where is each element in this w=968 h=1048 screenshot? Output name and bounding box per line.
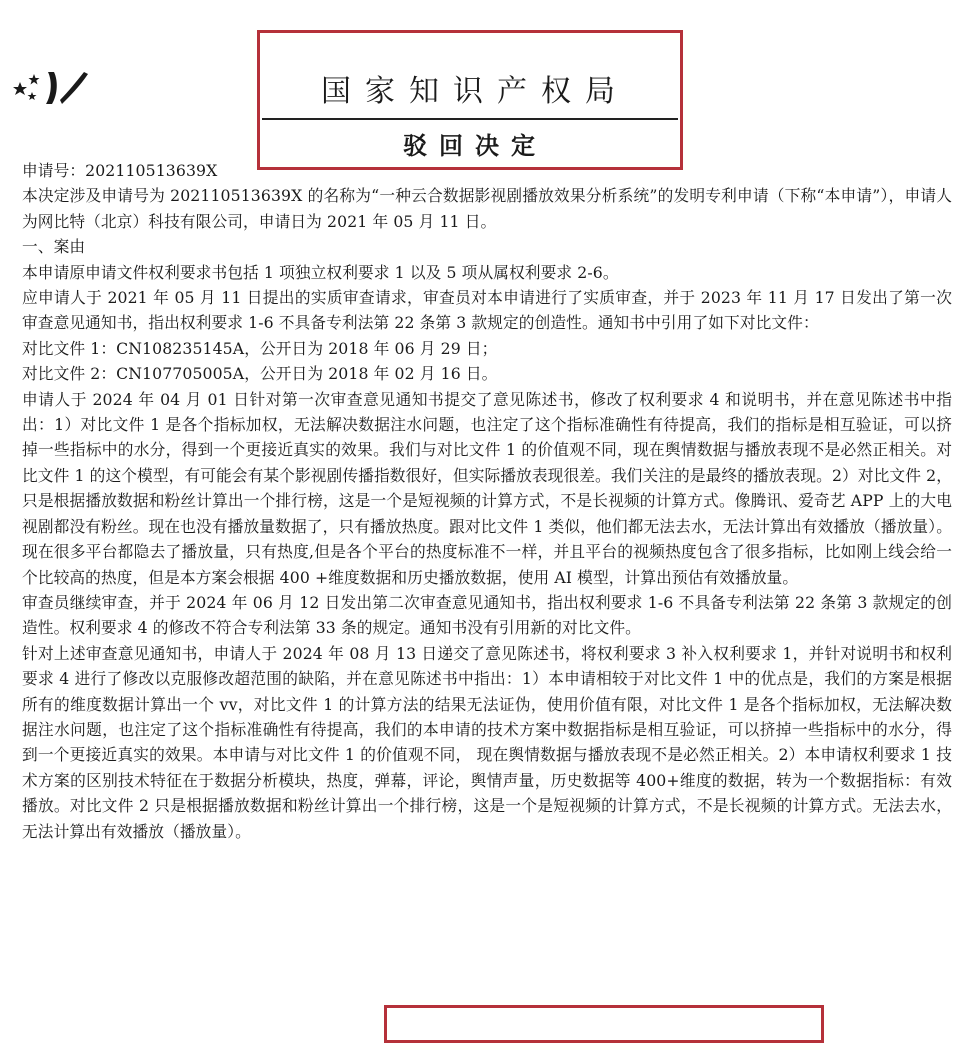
paragraph-second-exam: 审查员继续审查，并于 2024 年 06 月 12 日发出第二次审查意见通知书，指出权利要求 1-6 不具备专利法第 22 条第 3 款规定的创造性。权利要求 4 的修改不符合专利法第 33 条的规定。通知书没有引用新的对比文件。 xyxy=(22,592,952,638)
reference-document-1: 对比文件 1：CN108235145A，公开日为 2018 年 06 月 29 日； xyxy=(22,338,498,358)
reference-document-2: 对比文件 2：CN107705005A，公开日为 2018 年 02 月 16 日。 xyxy=(22,364,498,384)
document-body xyxy=(22,158,952,844)
paragraph-claims: 本申请原申请文件权利要求书包括 1 项独立权利要求 1 以及 5 项从属权利要求 2-6。 xyxy=(22,262,619,282)
paragraph-first-exam: 应申请人于 2021 年 05 月 11 日提出的实质审查请求，审查员对本申请进行了实质审查，并于 2023 年 11 月 17 日发出了第一次审查意见通知书，指出权利要求 1-6 不具备专利法第 22 条第 3 款规定的创造性。通知书中引用了如下对比文件： xyxy=(22,288,952,333)
paragraph-intro: 本决定涉及申请号为 202110513639X 的名称为“一种云合数据影视剧播放效果分析系统”的发明专利申请（下称“本申请”），申请人为网比特（北京）科技有限公司，申请日为 2021 年 05 月 11 日。 xyxy=(22,186,952,231)
document-title: 驳回决定 xyxy=(403,132,547,160)
cnipa-emblem-icon xyxy=(12,60,92,110)
header-divider xyxy=(262,118,678,120)
paragraph-second-response: 针对上述审查意见通知书，申请人于 2024 年 08 月 13 日递交了意见陈述书，将权利要求 3 补入权利要求 1，并针对说明书和权利要求 4 进行了修改以克服修改超范围的缺陷，并在意见陈述书中指出：1）本申请相较于对比文件 1 中的优点是，我们的方案是根据所有的维度数据计算出一个 vv，对比文件 1 的计算方法的结果无法证伪，使用价值有限，对比文件 1 是各个指标加权，无法解决数据注水问题，也注定了这个指标准确性有待提高，我们的本申请的技术方案中数据指标是相互验证，可以挤掉一些指标中的水分，得到一个更接近真实的效果。本申请与对比文件 1 的价值观不同， 现在舆情数据与播放表现不是必然正相关。2）本申请权利要求 1 技术方案的区别技术特征在于数据分析模块，热度，弹幕，评论，舆情声量，历史数据等 400+维度的数据，转为一个数据指标：有效播放。对比文件 2 只是根据播放数据和粉丝计算出一个排行榜，这是一个是短视频的计算方式，不是长视频的计算方式。无法去水，无法计算出有效播放（播放量）。 xyxy=(22,643,952,841)
final-line-highlight-frame xyxy=(384,1005,824,1043)
application-number: 申请号：202110513639X xyxy=(22,161,218,180)
section-heading-case: 一、案由 xyxy=(22,237,86,257)
paragraph-first-response: 申请人于 2024 年 04 月 01 日针对第一次审查意见通知书提交了意见陈述书，修改了权利要求 4 和说明书，并在意见陈述书中指出：1）对比文件 1 是各个指标加权，无法解决数据注水问题，也注定了这个指标准确性有待提高，我们的指标是相互验证，可以挤掉一些指标中的水分，得到一个更接近真实的效果。我们与对比文件 1 的价值观不同，现在舆情数据与播放表现不是必然正相关。对比文件 1 的这个模型，有可能会有某个影视剧传播指数很好，但实际播放表现很差。我们关注的是最终的播放表现。2）对比文件 2，只是根据播放数据和粉丝计算出一个排行榜，这是一个是短视频的计算方式，不是长视频的计算方式。像腾讯、爱奇艺 APP 上的大电视剧都没有粉丝。现在也没有播放量数据了，只有播放热度。跟对比文件 1 类似，他们都无法去水，无法计算出有效播放（播放量）。现在很多平台都隐去了播放量，只有热度,但是各个平台的热度标准不一样，并且平台的视频热度包含了很多指标，比如刚上线会给一个比较高的热度，但是本方案会根据 400 +维度数据和历史播放数据，使用 AI 模型，计算出预估有效播放量。 xyxy=(22,389,952,587)
agency-name: 国家知识产权局 xyxy=(321,74,629,109)
